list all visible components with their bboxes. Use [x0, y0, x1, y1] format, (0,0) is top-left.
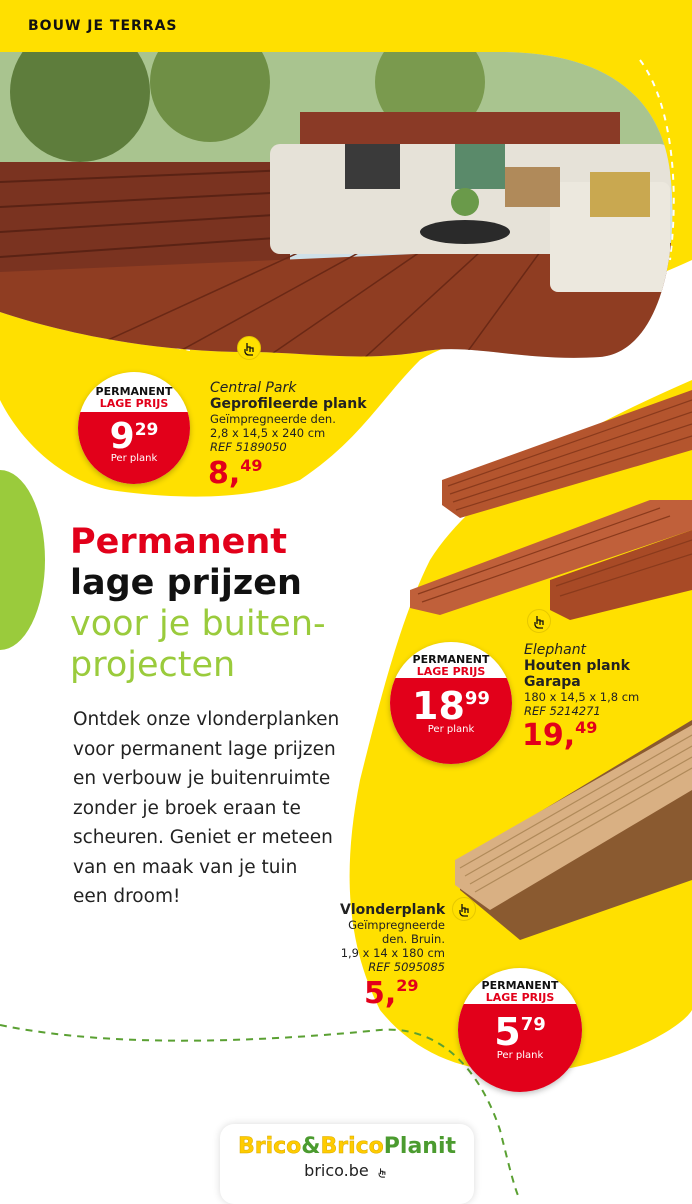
price-int: 5, — [364, 976, 397, 1011]
paragraph-line: van en maak van je tuin — [73, 856, 298, 878]
section-title: BOUW JE TERRAS — [28, 18, 178, 34]
badge-price-area — [390, 678, 512, 764]
hand-pointer-icon[interactable] — [237, 336, 261, 360]
product-ref: REF 5214271 — [524, 704, 601, 718]
badge-price-int: 5 — [494, 1010, 521, 1054]
badge-unit: Per plank — [427, 724, 475, 735]
price-dec: 49 — [240, 456, 263, 475]
paragraph-line: Ontdek onze vlonderplanken — [73, 709, 340, 730]
product-brand: Elephant — [524, 642, 587, 658]
headline-line4: projecten — [70, 645, 236, 685]
headline-line3: voor je buiten- — [70, 604, 326, 644]
product-desc: Geïmpregneerde — [348, 918, 445, 932]
badge-unit: Per plank — [110, 453, 158, 464]
badge-price-area — [458, 1004, 582, 1092]
logo-brico: Brico — [237, 1134, 302, 1159]
badge-line2: LAGE PRIJS — [99, 396, 169, 410]
paragraph-line: voor permanent lage prijzen — [73, 738, 336, 760]
badge-line1: PERMANENT — [412, 653, 490, 666]
brand-footer[interactable] — [220, 1124, 474, 1204]
product-ref: REF 5189050 — [210, 440, 287, 454]
product-brand: Central Park — [210, 380, 297, 396]
badge-line1: PERMANENT — [481, 979, 559, 992]
product-desc-line2: den. Bruin. — [381, 932, 445, 946]
logo-planit: Planit — [383, 1134, 457, 1159]
old-price — [208, 456, 263, 491]
badge-unit: Per plank — [496, 1050, 544, 1061]
product-name: Geprofileerde plank — [210, 396, 367, 412]
badge-price-dec: 79 — [520, 1014, 546, 1035]
badge-price-dec: 29 — [134, 420, 159, 440]
product-dimensions: 180 x 14,5 x 1,8 cm — [524, 690, 640, 704]
old-price — [364, 976, 419, 1011]
badge-line2: LAGE PRIJS — [416, 664, 486, 678]
headline-line2: lage prijzen — [70, 563, 302, 603]
paragraph-line: een droom! — [73, 886, 181, 907]
badge-price-int: 18 — [412, 684, 465, 728]
product-name: Vlonderplank — [340, 902, 446, 918]
product-ref: REF 5095085 — [368, 960, 445, 974]
headline — [70, 522, 326, 686]
product-desc: Geïmpregneerde den. — [210, 412, 336, 426]
terrace-photo — [0, 52, 692, 362]
price-badge — [390, 642, 512, 764]
badge-price-area — [78, 412, 190, 484]
hand-pointer-icon — [374, 1161, 390, 1180]
intro-paragraph — [73, 705, 393, 912]
paragraph-line: zonder je broek eraan te — [73, 797, 301, 819]
paragraph-line: scheuren. Geniet er meteen — [73, 827, 333, 848]
product-dimensions: 2,8 x 14,5 x 240 cm — [210, 426, 326, 440]
old-price — [522, 718, 597, 753]
badge-price-dec: 99 — [464, 688, 490, 709]
logo-ampersand: & — [301, 1134, 321, 1159]
price-dec: 29 — [396, 976, 419, 995]
logo-brico-2: Brico — [320, 1134, 384, 1159]
website-link[interactable] — [220, 1161, 474, 1180]
badge-price-int: 9 — [109, 416, 135, 457]
badge-line1: PERMANENT — [95, 385, 173, 398]
price-dec: 49 — [575, 718, 598, 737]
website-url[interactable]: brico.be — [304, 1161, 369, 1180]
product-name: Houten plank — [524, 658, 630, 674]
price-int: 19, — [522, 718, 576, 753]
paragraph-line: en verbouw je buitenruimte — [73, 768, 331, 789]
brico-logo — [220, 1134, 474, 1159]
product-info — [524, 642, 639, 718]
badge-line2: LAGE PRIJS — [485, 990, 555, 1004]
green-half-circle — [0, 470, 45, 650]
product-name-line2: Garapa — [524, 674, 581, 690]
product-info — [340, 902, 445, 974]
price-int: 8, — [208, 456, 241, 491]
price-badge — [78, 372, 190, 484]
product-info — [210, 380, 367, 454]
price-badge — [458, 968, 582, 1092]
product-dimensions: 1,9 x 14 x 180 cm — [340, 946, 445, 960]
headline-line1: Permanent — [70, 522, 288, 562]
